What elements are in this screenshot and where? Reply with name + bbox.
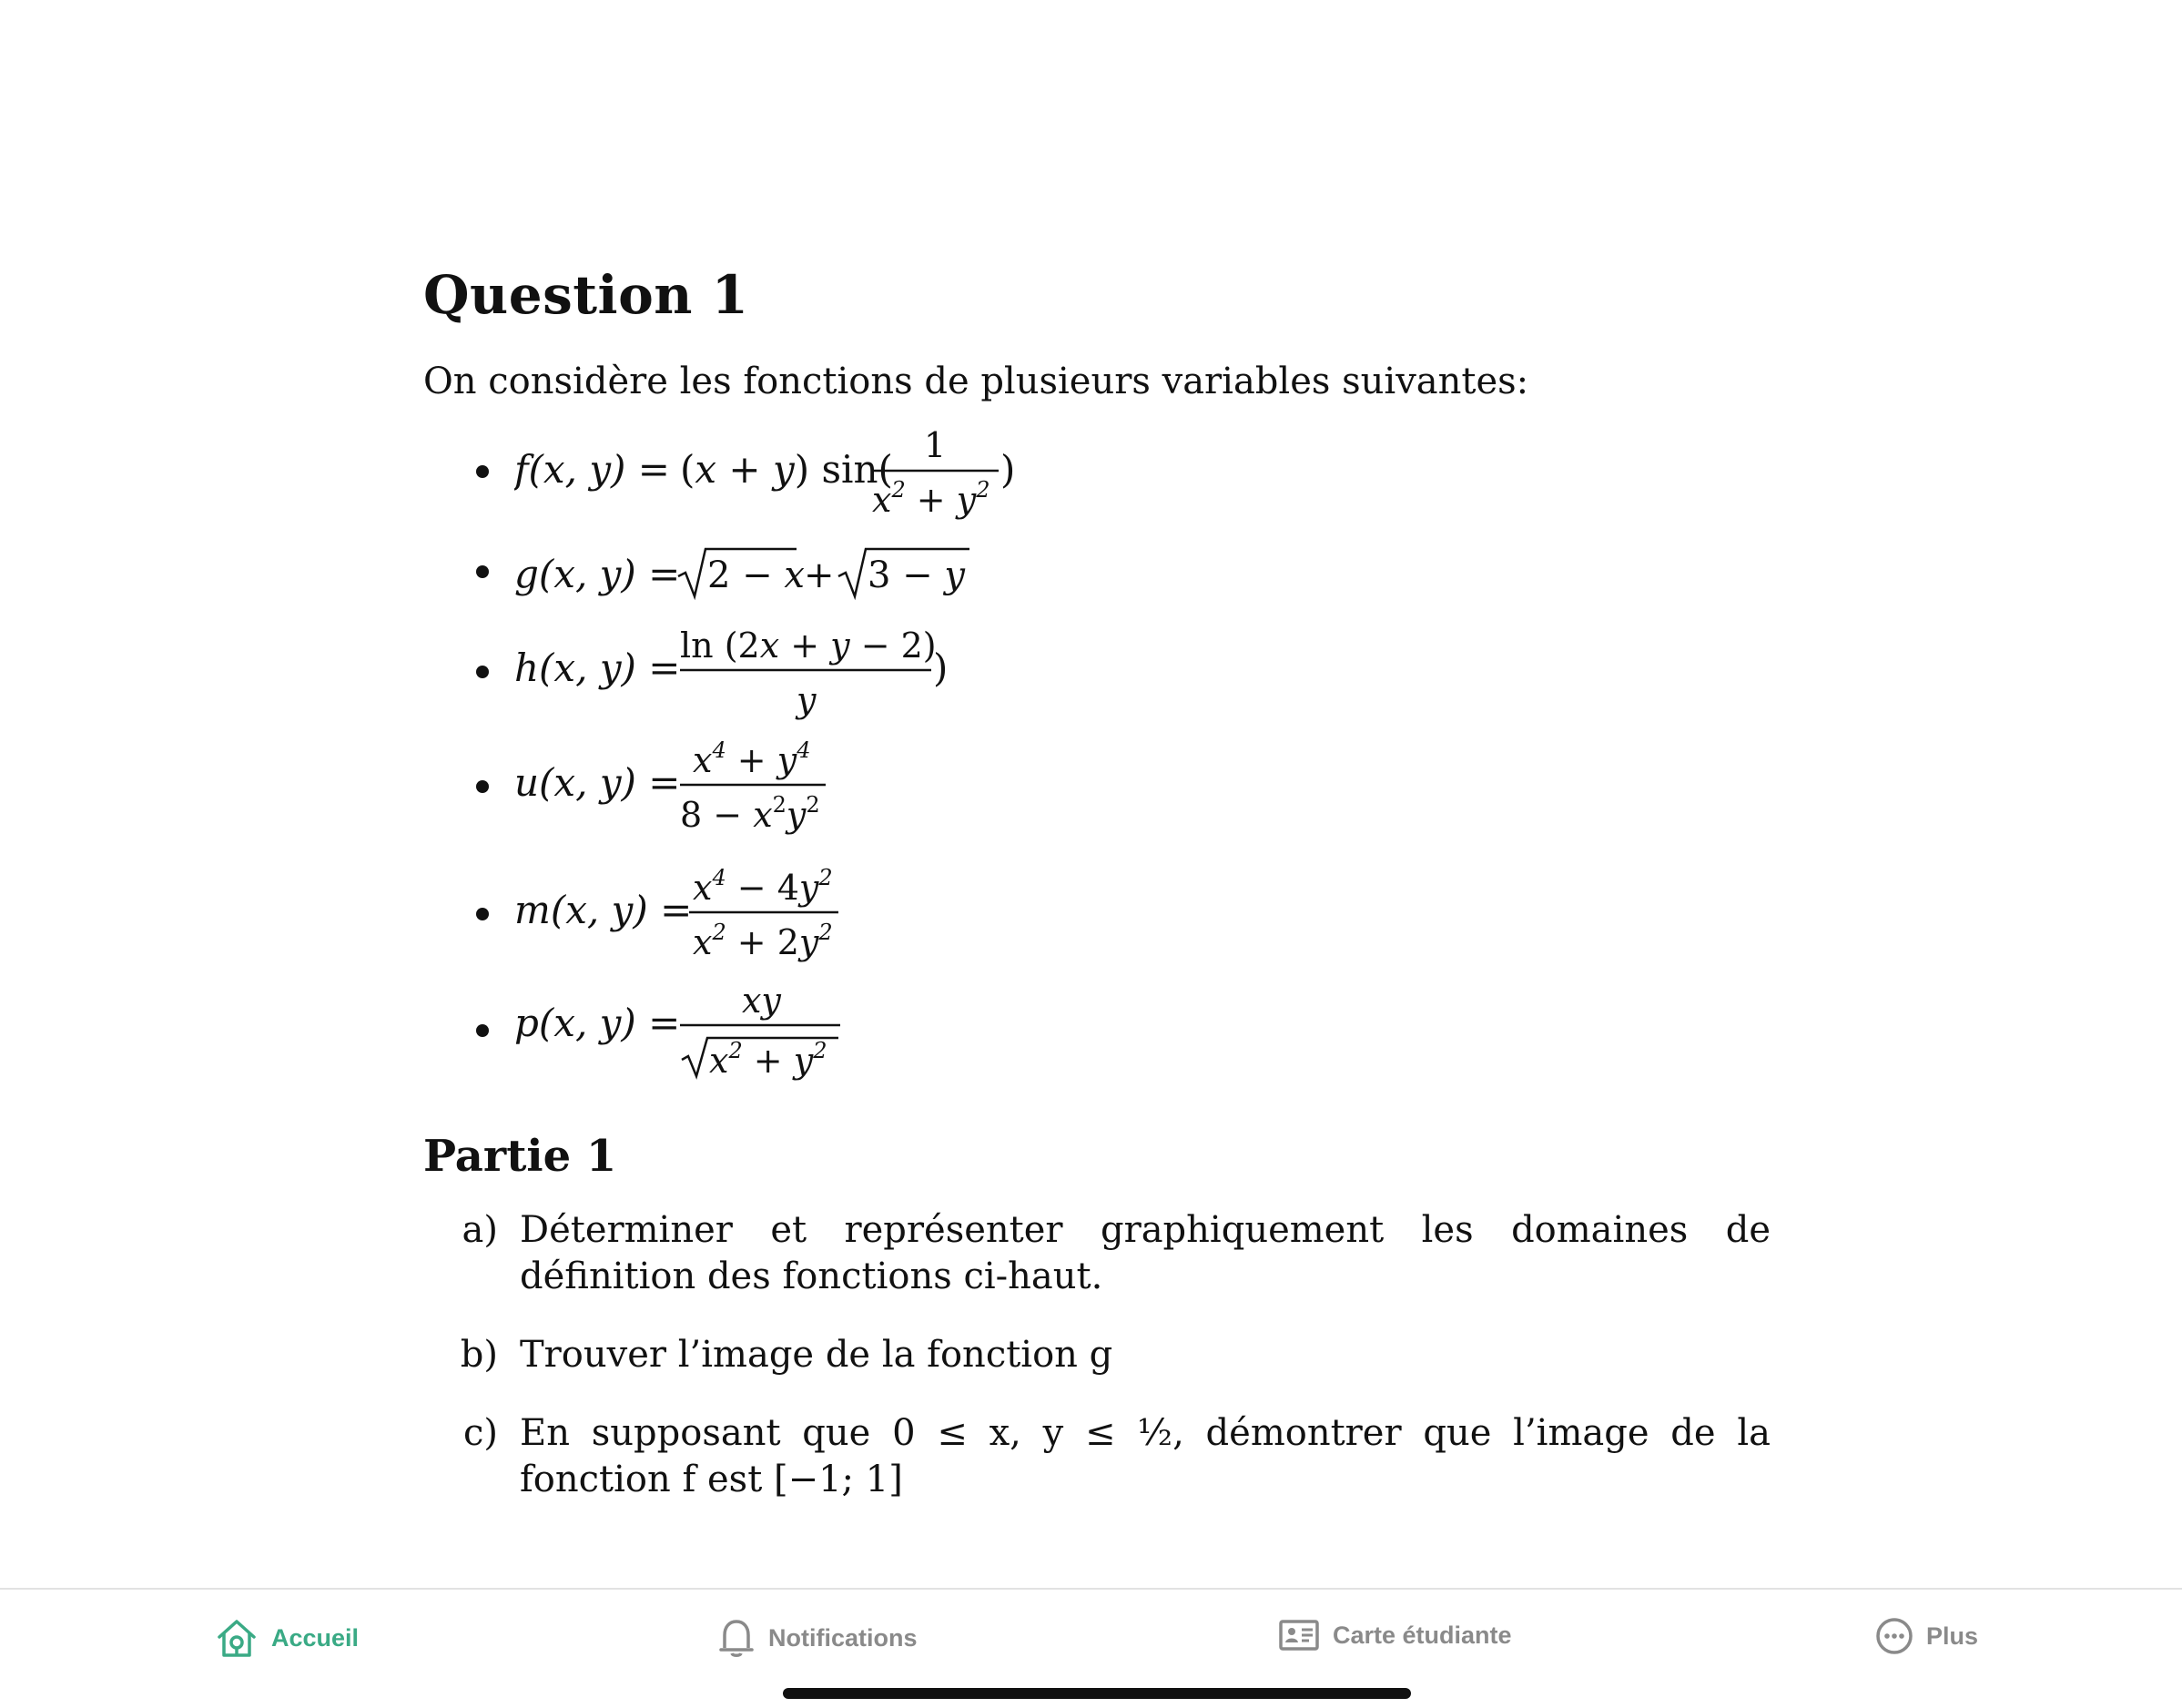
task-text: Trouver l’image de la fonction g [520, 1334, 1113, 1376]
formula-f-lhs: f(x, y) = [514, 447, 670, 492]
formula-g-plus: + [804, 554, 835, 596]
question-intro: On considère les fonctions de plusieurs variables suivantes: [423, 361, 1529, 402]
function-u [476, 723, 1771, 850]
formula-p [514, 980, 1024, 1082]
bullet [476, 465, 489, 478]
formula-u-lhs: u(x, y) = [514, 760, 681, 805]
formula-u-num: $x^4 + y^4$ [693, 737, 811, 780]
tab-label: Accueil [271, 1623, 360, 1652]
task-label: c) [462, 1412, 498, 1454]
formula-h-den: y [797, 680, 817, 720]
formula-g-lhs: g(x, y) = [514, 552, 681, 596]
bullet [476, 666, 489, 678]
task-b [423, 1332, 1771, 1378]
formula-p-lhs: p(x, y) = [514, 1001, 681, 1045]
function-h [476, 621, 1771, 723]
formula-m-den: $x^2 + 2y^2$ [693, 920, 833, 962]
bullet [476, 780, 489, 793]
bullet [476, 565, 489, 578]
formula-g-rad2: 3 − y [868, 554, 966, 596]
home-icon [215, 1617, 259, 1659]
bullet [476, 908, 489, 920]
formula-m-num: $x^4 - 4y^2$ [693, 865, 833, 908]
task-list [423, 1207, 1771, 1503]
document-content [423, 264, 1771, 1535]
formula-u [514, 736, 1024, 838]
task-c [423, 1410, 1771, 1503]
formula-f-close: ) [1000, 447, 1016, 492]
formula-f [514, 421, 1024, 523]
tab-label: Notifications [768, 1623, 918, 1652]
formula-f-num: 1 [924, 425, 947, 465]
function-p [476, 978, 1771, 1083]
formula-m [514, 863, 1024, 965]
formula-f-body: (x + y) sin( [680, 447, 893, 492]
formula-m-lhs: m(x, y) = [514, 888, 693, 932]
tab-accueil[interactable] [215, 1617, 359, 1659]
formula-h [514, 621, 1024, 723]
bottom-tab-bar [0, 1588, 2182, 1708]
task-a [423, 1207, 1771, 1300]
formula-p-num: xy [742, 981, 781, 1021]
part-title: Partie 1 [423, 1131, 617, 1182]
function-g [476, 523, 1771, 621]
function-m [476, 850, 1771, 978]
function-list [423, 421, 1771, 1083]
home-indicator[interactable] [783, 1688, 1411, 1699]
formula-g [514, 540, 1024, 604]
id-card-icon [1278, 1617, 1320, 1653]
more-icon [1875, 1617, 1913, 1655]
tab-label: Carte étudiante [1333, 1621, 1512, 1649]
task-text: Déterminer et représenter graphiquement les domaines de définition des fonctions ci-haut. [520, 1209, 1771, 1297]
bullet [476, 1024, 489, 1037]
function-f [476, 421, 1771, 523]
formula-u-den: $8 - x^2y^2$ [680, 792, 820, 835]
tab-plus[interactable] [1875, 1617, 1978, 1655]
formula-h-close: ) [933, 646, 949, 690]
tab-label: Plus [1926, 1622, 1979, 1650]
formula-p-den: $x^2 + y^2$ [709, 1038, 827, 1081]
bell-icon [717, 1617, 756, 1659]
question-title: Question 1 [423, 264, 749, 326]
task-label: a) [462, 1209, 498, 1251]
formula-g-rad1: 2 − x [707, 554, 805, 596]
formula-h-num: ln (2x + y − 2) [680, 625, 937, 666]
tab-carte-etudiante[interactable] [1278, 1617, 1512, 1653]
task-text: En supposant que 0 ≤ x, y ≤ ½, démontrer que l’image de la fonction f est [−1; 1] [520, 1412, 1771, 1500]
formula-h-lhs: h(x, y) = [514, 646, 681, 690]
formula-f-den: $x^2 + y^2$ [872, 477, 990, 520]
task-label: b) [460, 1334, 498, 1376]
tab-notifications[interactable] [717, 1617, 918, 1659]
